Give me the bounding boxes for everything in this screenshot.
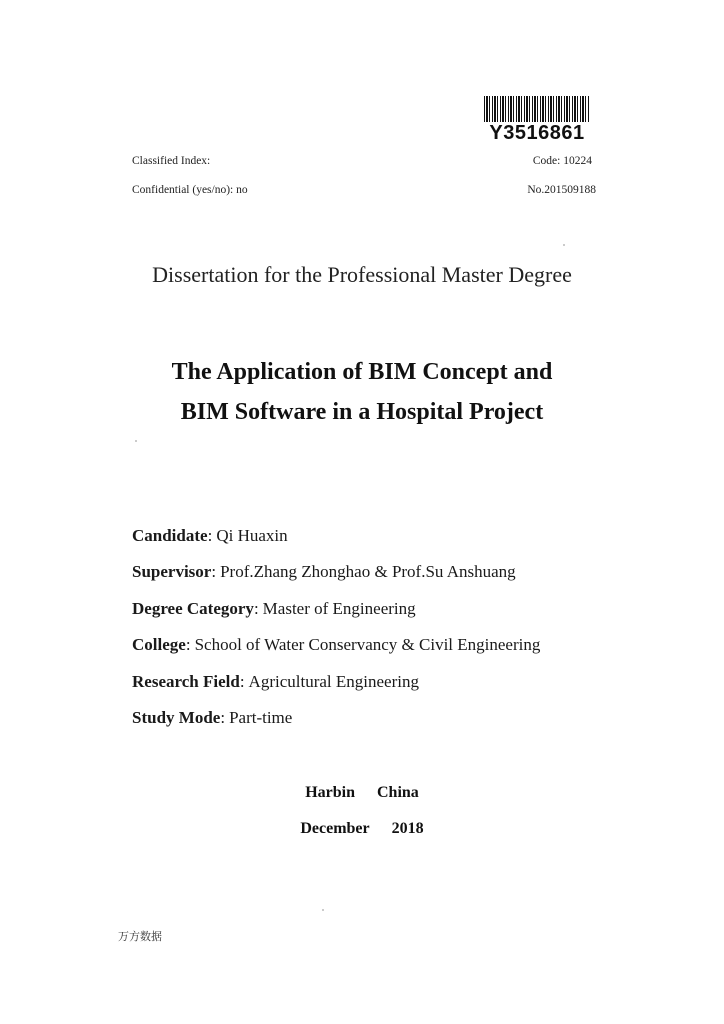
info-value: Agricultural Engineering (248, 671, 419, 691)
info-key: College (132, 635, 186, 655)
info-separator: : (185, 635, 191, 655)
title-line-2: BIM Software in a Hospital Project (180, 399, 544, 425)
info-row-research-field (132, 664, 540, 700)
watermark-text: 万方数据 (118, 930, 162, 943)
info-key: Degree Category (132, 598, 254, 618)
place-and-date (0, 775, 724, 847)
info-key: Study Mode (132, 708, 221, 728)
month: December (300, 820, 370, 837)
scan-speck (563, 244, 565, 246)
place-line (0, 775, 724, 811)
dissertation-type: Dissertation for the Professional Master Degree (152, 262, 572, 287)
info-separator: : (239, 671, 245, 691)
info-key: Supervisor (132, 562, 212, 582)
info-separator: : (207, 526, 213, 545)
info-value: Master of Engineering (262, 598, 416, 618)
serial-number: No.201509188 (527, 184, 596, 196)
info-row-degree-category (132, 591, 540, 627)
info-value: Prof.Zhang Zhonghao & Prof.Su Anshuang (220, 562, 516, 582)
info-separator: : (253, 598, 259, 618)
candidate-info (132, 518, 540, 736)
info-row-study-mode (132, 700, 540, 736)
info-row-supervisor (132, 554, 540, 590)
city: Harbin (305, 784, 355, 801)
barcode-number: Y3516861 (489, 122, 585, 144)
barcode-image (484, 96, 590, 122)
dissertation-title (0, 352, 724, 432)
info-value: Qi Huaxin (216, 526, 288, 545)
info-value: Part-time (229, 708, 293, 728)
barcode-block (482, 96, 592, 143)
info-separator: : (211, 562, 217, 582)
info-separator: : (220, 708, 226, 728)
university-code: Code: 10224 (532, 155, 592, 167)
scan-speck (135, 440, 137, 442)
title-line-1: The Application of BIM Concept and (171, 359, 553, 385)
info-row-college (132, 627, 540, 663)
country: China (377, 784, 419, 801)
info-value: School of Water Conservancy & Civil Engineering (194, 635, 541, 655)
year: 2018 (391, 820, 424, 837)
info-key: Research Field (132, 671, 240, 691)
confidential-status: Confidential (yes/no): no (132, 184, 248, 196)
scan-speck (322, 909, 324, 911)
date-line (0, 811, 724, 847)
info-row-candidate (132, 518, 540, 554)
info-key: Candidate (132, 526, 208, 545)
classified-index: Classified Index: (132, 155, 211, 167)
